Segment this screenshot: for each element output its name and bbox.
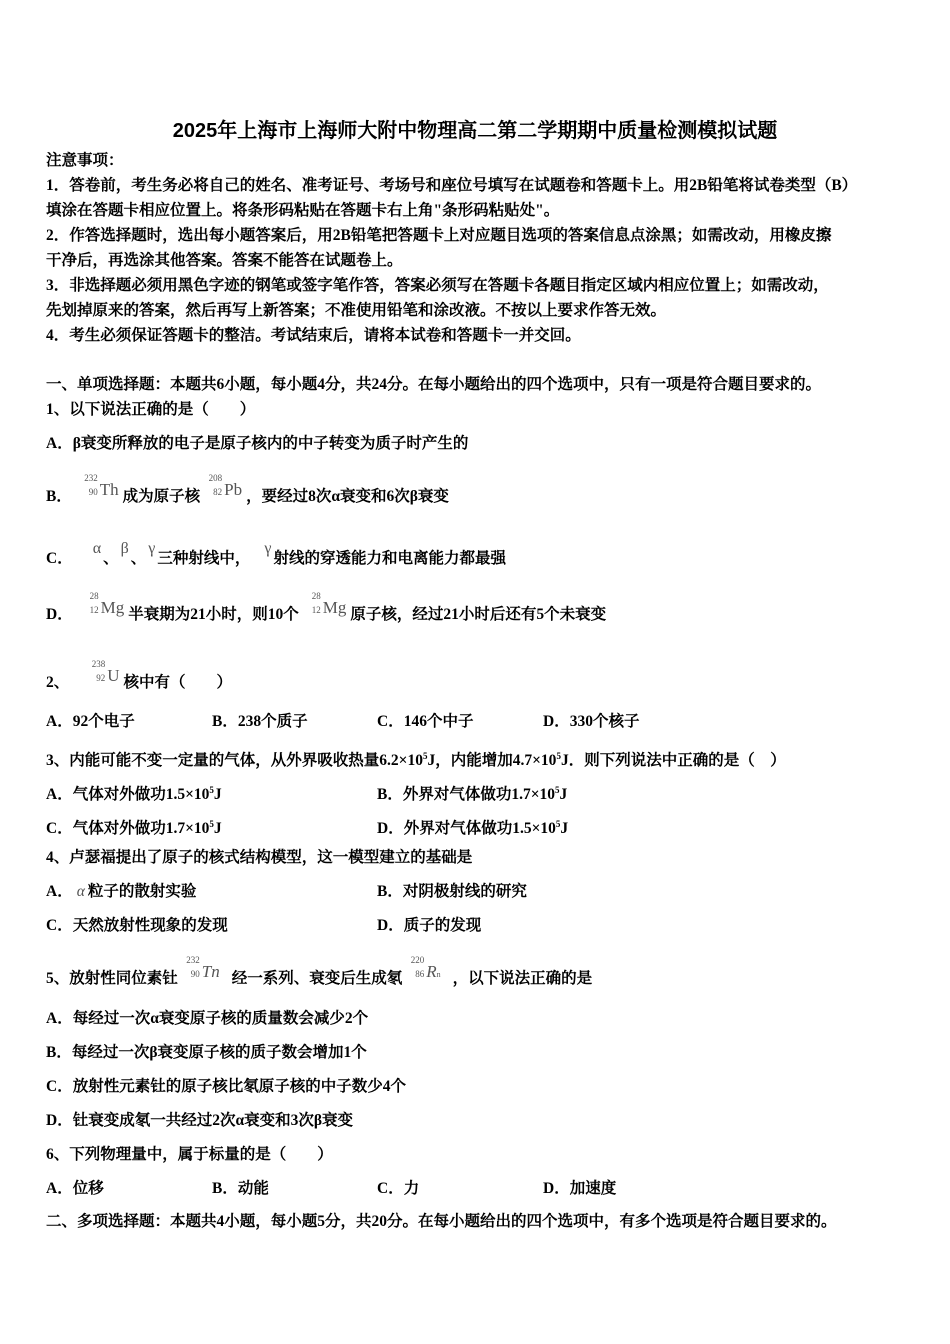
option-text: 半衰期为21小时，则10个 [128, 606, 299, 623]
option-text: 射线的穿透能力和电离能力都最强 [273, 550, 506, 567]
nuclide-mg: 28 12 Mg [89, 591, 125, 617]
nuclide-mg: 28 12 Mg [311, 591, 347, 617]
option: A．位移 [46, 1180, 104, 1197]
option-label: C． [46, 550, 73, 567]
option: A．92个电子 [46, 713, 135, 730]
option-text: ，要经过8次α衰变和6次β衰变 [246, 488, 449, 505]
gamma-symbol: γ [264, 540, 272, 557]
gamma-symbol: γ [148, 540, 156, 557]
option: B．每经过一次β衰变原子核的质子数会增加1个 [46, 1044, 367, 1061]
option: D．钍衰变成氡一共经过2次α衰变和3次β衰变 [46, 1112, 354, 1129]
notice-line: 1．答卷前，考生务必将自己的姓名、准考证号、考场号和座位号填写在试题卷和答题卡上。用2B铅笔将试卷类型（B） [46, 177, 858, 194]
notice-line: 先划掉原来的答案，然后再写上新答案；不准使用铅笔和涂改液。不按以上要求作答无效。 [46, 302, 667, 319]
notice-heading: 注意事项： [46, 152, 124, 169]
option: A．每经过一次α衰变原子核的质量数会减少2个 [46, 1010, 369, 1027]
question-stem: 5、放射性同位素钍 232 90 Tn 经一系列、衰变后生成氡 220 86 Rn ，以下说法正确的是 [46, 955, 593, 987]
question-stem: 3、内能可能不变一定量的气体，从外界吸收热量$6.2\times 10^5J$，内能增加$4.7\times 10^5J$．则下列说法中正确的是（ ） [46, 751, 786, 770]
separator: 、 [130, 550, 147, 567]
option: A．气体对外做功$1.5\times 10^5J$ [46, 785, 222, 804]
option: C．气体对外做功$1.7\times 10^5J$ [46, 819, 222, 838]
notice-line: 填涂在答题卡相应位置上。将条形码粘贴在答题卡右上角"条形码粘贴处"。 [46, 202, 560, 219]
option: D．330个核子 [543, 713, 640, 730]
option-label: D． [46, 606, 73, 623]
page-title: 2025年上海市上海师大附中物理高二第二学期期中质量检测模拟试题 [172, 120, 778, 142]
option-text: 原子核，经过21小时后还有5个未衰变 [350, 606, 607, 623]
alpha-symbol: α [92, 540, 102, 557]
option-label: B． [46, 488, 72, 505]
alpha-symbol: α [76, 883, 85, 900]
option [46, 473, 449, 507]
option: B．对阴极射线的研究 [377, 883, 527, 900]
separator: 、 [103, 550, 119, 567]
section-heading: 二、多项选择题：本题共4小题，每小题5分，共20分。在每小题给出的四个选项中，有多个选项是符合题目要求的。 [46, 1213, 837, 1230]
option: C．天然放射性现象的发现 [46, 917, 228, 934]
option: C．146个中子 [377, 713, 474, 730]
option: C．力 [377, 1180, 420, 1197]
notice-line: 干净后，再选涂其他答案。答案不能答在试题卷上。 [46, 252, 403, 269]
option: D．加速度 [543, 1180, 617, 1197]
option [46, 591, 607, 625]
section-heading: 一、单项选择题：本题共6小题，每小题4分，共24分。在每小题给出的四个选项中，只有一项是符合题目要求的。 [46, 376, 822, 393]
option-text: 成为原子核 [122, 488, 201, 505]
option: A． α 粒子的散射实验 [46, 883, 197, 900]
question-stem: 4、卢瑟福提出了原子的核式结构模型，这一模型建立的基础是 [46, 849, 473, 866]
nuclide-th: 232 90 Th [84, 473, 119, 499]
nuclide-u: 238 92 U [91, 659, 120, 685]
option: B．外界对气体做功$1.7\times 10^5J$ [377, 785, 568, 804]
notice-line: 2．作答选择题时，选出每小题答案后，用2B铅笔把答题卡上对应题目选项的答案信息点涂黑；如需改动，用橡皮擦 [46, 227, 832, 244]
question-number: 2、 [46, 674, 70, 691]
notice-line: 4．考生必须保证答题卡的整洁。考试结束后，请将本试卷和答题卡一并交回。 [46, 327, 581, 344]
question-stem: 6、下列物理量中，属于标量的是（ ） [46, 1146, 333, 1163]
option: B．动能 [212, 1180, 269, 1197]
option [46, 539, 506, 569]
stem-text: 核中有（ ） [123, 674, 233, 691]
option: B．238个质子 [212, 713, 308, 730]
question-stem [46, 659, 233, 693]
option: C．放射性元素钍的原子核比氡原子核的中子数少4个 [46, 1078, 406, 1095]
nuclide-rn: 220 86 Rn [410, 955, 441, 981]
option: D．外界对气体做功$1.5\times 10^5J$ [377, 819, 569, 838]
option: D．质子的发现 [377, 917, 482, 934]
nuclide-pb: 208 82 Pb [208, 473, 243, 499]
nuclide-tn: 232 90 Tn [186, 955, 220, 981]
notice-line: 3．非选择题必须用黑色字迹的钢笔或签字笔作答，答案必须写在答题卡各题目指定区域内相应位置上；如需改动， [46, 277, 829, 294]
option: A．β衰变所释放的电子是原子核内的中子转变为质子时产生的 [46, 435, 469, 452]
beta-symbol: β [120, 540, 129, 557]
option-text: 三种射线中， [157, 550, 251, 567]
question-stem: 1、以下说法正确的是（ ） [46, 401, 256, 418]
